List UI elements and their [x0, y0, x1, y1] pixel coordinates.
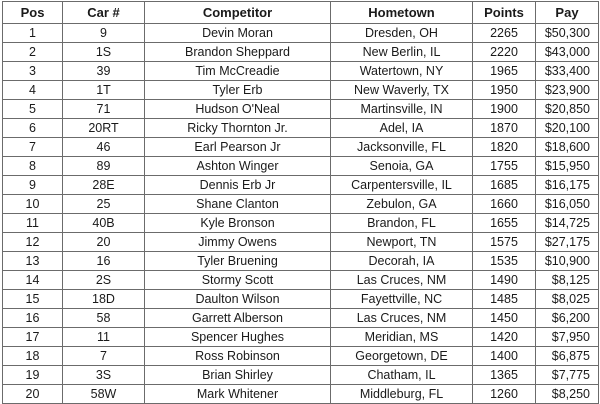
points-cell: 1755: [473, 157, 536, 176]
points-cell: 1685: [473, 176, 536, 195]
competitor-cell: Devin Moran: [145, 24, 331, 43]
pay-cell: $33,400: [536, 62, 599, 81]
hometown-cell: Chatham, IL: [331, 366, 473, 385]
competitor-cell: Dennis Erb Jr: [145, 176, 331, 195]
hometown-cell: Adel, IA: [331, 119, 473, 138]
pos-cell: 5: [3, 100, 63, 119]
table-row: [3, 176, 599, 195]
pos-cell: 8: [3, 157, 63, 176]
points-cell: 1655: [473, 214, 536, 233]
points-cell: 1260: [473, 385, 536, 404]
points-cell: 1420: [473, 328, 536, 347]
table-row: [3, 214, 599, 233]
car-number-cell: 11: [63, 328, 145, 347]
table-row: [3, 81, 599, 100]
pos-cell: 11: [3, 214, 63, 233]
pos-cell: 13: [3, 252, 63, 271]
pos-cell: 7: [3, 138, 63, 157]
pos-cell: 15: [3, 290, 63, 309]
competitor-cell: Tyler Bruening: [145, 252, 331, 271]
header-points: Points: [473, 2, 536, 24]
pay-cell: $15,950: [536, 157, 599, 176]
hometown-cell: New Berlin, IL: [331, 43, 473, 62]
pay-cell: $7,950: [536, 328, 599, 347]
header-row: [3, 2, 599, 24]
points-cell: 1575: [473, 233, 536, 252]
standings-table: [2, 1, 599, 404]
points-cell: 1870: [473, 119, 536, 138]
pos-cell: 14: [3, 271, 63, 290]
competitor-cell: Tyler Erb: [145, 81, 331, 100]
table-row: [3, 138, 599, 157]
competitor-cell: Spencer Hughes: [145, 328, 331, 347]
pay-cell: $50,300: [536, 24, 599, 43]
competitor-cell: Hudson O'Neal: [145, 100, 331, 119]
table-row: [3, 100, 599, 119]
table-row: [3, 252, 599, 271]
car-number-cell: 7: [63, 347, 145, 366]
pay-cell: $20,850: [536, 100, 599, 119]
hometown-cell: Middleburg, FL: [331, 385, 473, 404]
hometown-cell: Carpentersville, IL: [331, 176, 473, 195]
points-cell: 1490: [473, 271, 536, 290]
table-row: [3, 366, 599, 385]
pos-cell: 6: [3, 119, 63, 138]
pos-cell: 12: [3, 233, 63, 252]
hometown-cell: Martinsville, IN: [331, 100, 473, 119]
competitor-cell: Mark Whitener: [145, 385, 331, 404]
hometown-cell: Jacksonville, FL: [331, 138, 473, 157]
pay-cell: $14,725: [536, 214, 599, 233]
car-number-cell: 16: [63, 252, 145, 271]
pos-cell: 17: [3, 328, 63, 347]
competitor-cell: Ricky Thornton Jr.: [145, 119, 331, 138]
header-competitor: Competitor: [145, 2, 331, 24]
table-row: [3, 385, 599, 404]
car-number-cell: 9: [63, 24, 145, 43]
points-cell: 2220: [473, 43, 536, 62]
table-row: [3, 271, 599, 290]
table-row: [3, 328, 599, 347]
hometown-cell: Las Cruces, NM: [331, 271, 473, 290]
header-pos: Pos: [3, 2, 63, 24]
pay-cell: $20,100: [536, 119, 599, 138]
table-row: [3, 43, 599, 62]
hometown-cell: Newport, TN: [331, 233, 473, 252]
car-number-cell: 58W: [63, 385, 145, 404]
points-cell: 1820: [473, 138, 536, 157]
pos-cell: 20: [3, 385, 63, 404]
table-row: [3, 157, 599, 176]
points-cell: 1965: [473, 62, 536, 81]
points-cell: 1660: [473, 195, 536, 214]
table-row: [3, 233, 599, 252]
pay-cell: $43,000: [536, 43, 599, 62]
pay-cell: $16,175: [536, 176, 599, 195]
pay-cell: $10,900: [536, 252, 599, 271]
points-cell: 1365: [473, 366, 536, 385]
table-row: [3, 24, 599, 43]
pos-cell: 1: [3, 24, 63, 43]
competitor-cell: Ashton Winger: [145, 157, 331, 176]
car-number-cell: 1S: [63, 43, 145, 62]
competitor-cell: Jimmy Owens: [145, 233, 331, 252]
pay-cell: $18,600: [536, 138, 599, 157]
points-cell: 1450: [473, 309, 536, 328]
hometown-cell: Senoia, GA: [331, 157, 473, 176]
hometown-cell: Watertown, NY: [331, 62, 473, 81]
table-row: [3, 290, 599, 309]
points-cell: 1400: [473, 347, 536, 366]
car-number-cell: 40B: [63, 214, 145, 233]
pos-cell: 9: [3, 176, 63, 195]
competitor-cell: Shane Clanton: [145, 195, 331, 214]
hometown-cell: Zebulon, GA: [331, 195, 473, 214]
pos-cell: 16: [3, 309, 63, 328]
hometown-cell: Dresden, OH: [331, 24, 473, 43]
table-row: [3, 119, 599, 138]
competitor-cell: Earl Pearson Jr: [145, 138, 331, 157]
car-number-cell: 46: [63, 138, 145, 157]
hometown-cell: Decorah, IA: [331, 252, 473, 271]
car-number-cell: 3S: [63, 366, 145, 385]
hometown-cell: Georgetown, DE: [331, 347, 473, 366]
pay-cell: $7,775: [536, 366, 599, 385]
pay-cell: $8,250: [536, 385, 599, 404]
pos-cell: 10: [3, 195, 63, 214]
competitor-cell: Brian Shirley: [145, 366, 331, 385]
table-row: [3, 62, 599, 81]
pos-cell: 19: [3, 366, 63, 385]
competitor-cell: Brandon Sheppard: [145, 43, 331, 62]
hometown-cell: Las Cruces, NM: [331, 309, 473, 328]
car-number-cell: 58: [63, 309, 145, 328]
pay-cell: $8,125: [536, 271, 599, 290]
points-cell: 1485: [473, 290, 536, 309]
competitor-cell: Kyle Bronson: [145, 214, 331, 233]
car-number-cell: 1T: [63, 81, 145, 100]
points-cell: 2265: [473, 24, 536, 43]
pay-cell: $8,025: [536, 290, 599, 309]
competitor-cell: Daulton Wilson: [145, 290, 331, 309]
competitor-cell: Ross Robinson: [145, 347, 331, 366]
pos-cell: 4: [3, 81, 63, 100]
car-number-cell: 71: [63, 100, 145, 119]
header-car-number: Car #: [63, 2, 145, 24]
hometown-cell: Meridian, MS: [331, 328, 473, 347]
car-number-cell: 89: [63, 157, 145, 176]
points-cell: 1950: [473, 81, 536, 100]
hometown-cell: New Waverly, TX: [331, 81, 473, 100]
car-number-cell: 39: [63, 62, 145, 81]
table-row: [3, 347, 599, 366]
pay-cell: $27,175: [536, 233, 599, 252]
car-number-cell: 20: [63, 233, 145, 252]
hometown-cell: Brandon, FL: [331, 214, 473, 233]
table-row: [3, 309, 599, 328]
points-cell: 1535: [473, 252, 536, 271]
pay-cell: $23,900: [536, 81, 599, 100]
hometown-cell: Fayettville, NC: [331, 290, 473, 309]
car-number-cell: 25: [63, 195, 145, 214]
pos-cell: 18: [3, 347, 63, 366]
pos-cell: 3: [3, 62, 63, 81]
car-number-cell: 18D: [63, 290, 145, 309]
table-row: [3, 195, 599, 214]
car-number-cell: 28E: [63, 176, 145, 195]
pay-cell: $6,200: [536, 309, 599, 328]
competitor-cell: Stormy Scott: [145, 271, 331, 290]
pos-cell: 2: [3, 43, 63, 62]
pay-cell: $16,050: [536, 195, 599, 214]
pay-cell: $6,875: [536, 347, 599, 366]
points-cell: 1900: [473, 100, 536, 119]
header-pay: Pay: [536, 2, 599, 24]
car-number-cell: 2S: [63, 271, 145, 290]
header-hometown: Hometown: [331, 2, 473, 24]
competitor-cell: Tim McCreadie: [145, 62, 331, 81]
competitor-cell: Garrett Alberson: [145, 309, 331, 328]
car-number-cell: 20RT: [63, 119, 145, 138]
